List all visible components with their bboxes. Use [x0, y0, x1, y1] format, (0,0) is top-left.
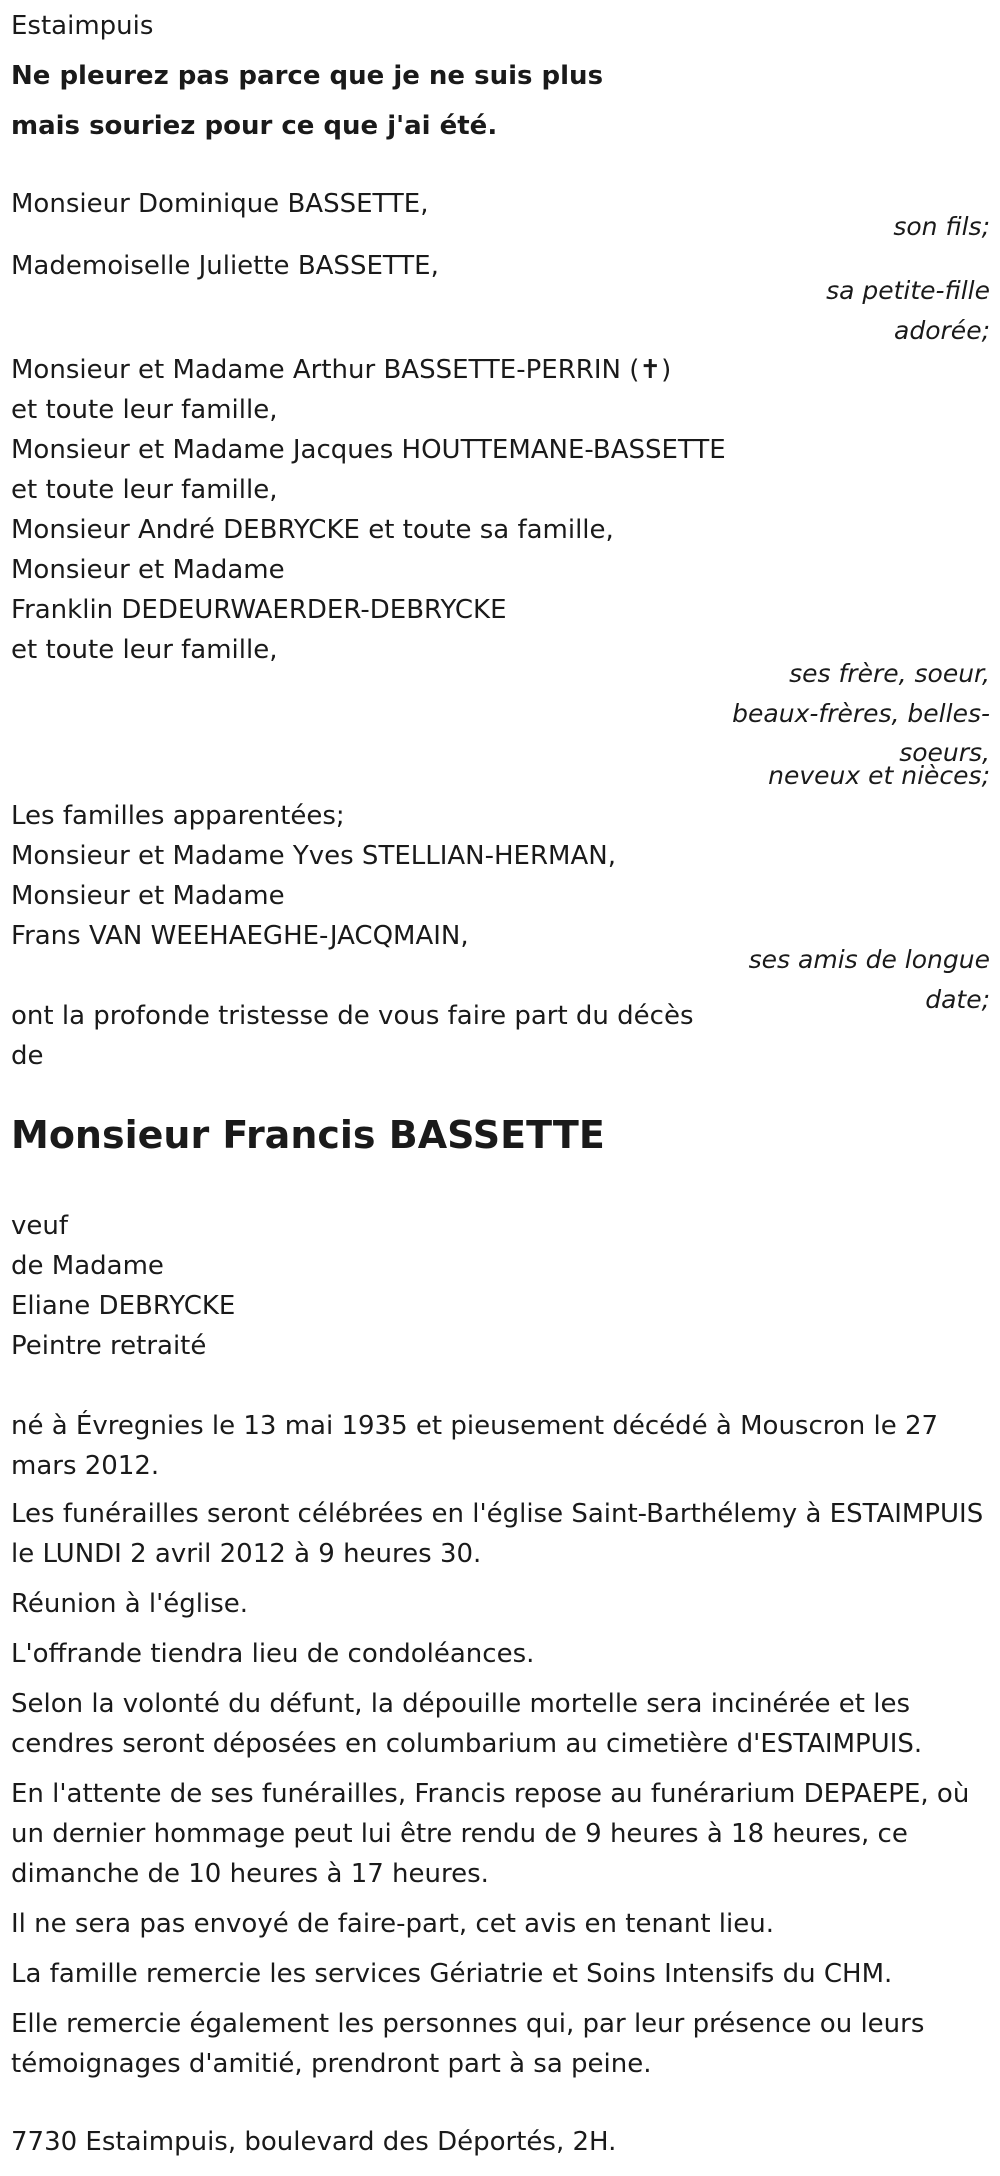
deceased-name: Monsieur Francis BASSETTE: [11, 1113, 605, 1157]
paragraph-funeral: Les funérailles seront célébrées en l'église Saint-Barthélemy à ESTAIMPUIS le LUNDI 2 avril 2012 à 9 heures 30.: [11, 1499, 984, 1569]
deceased-detail: Peintre retraité: [11, 1331, 207, 1361]
granddaughter-name: Mademoiselle Juliette BASSETTE,: [11, 251, 439, 281]
sibling-line: et toute leur famille,: [11, 395, 278, 425]
paragraph-no-cards: Il ne sera pas envoyé de faire-part, cet avis en tenant lieu.: [11, 1909, 774, 1939]
paragraph-thanks-people: Elle remercie également les personnes qui, par leur présence ou leurs témoignages d'amitié, prendront part à sa peine.: [11, 2009, 925, 2079]
paragraph-offering: L'offrande tiendra lieu de condoléances.: [11, 1639, 535, 1669]
son-role: son fils;: [893, 212, 990, 241]
announcement-line-2: de: [11, 1041, 44, 1071]
deceased-detail: de Madame: [11, 1251, 164, 1281]
address: 7730 Estaimpuis, boulevard des Déportés, 2H.: [11, 2127, 617, 2157]
friends-line: Frans VAN WEEHAEGHE-JACQMAIN,: [11, 921, 469, 951]
sibling-line: Monsieur et Madame Jacques HOUTTEMANE-BASSETTE: [11, 435, 726, 465]
siblings-role-line-4: neveux et nièces;: [768, 761, 990, 790]
quote-line-2: mais souriez pour ce que j'ai été.: [11, 111, 498, 141]
paragraph-funerarium: En l'attente de ses funérailles, Francis repose au funérarium DEPAEPE, où un dernier hommage peut lui être rendu de 9 heures à 18 heures, ce dimanche de 10 heures à 17 heures.: [11, 1779, 970, 1889]
sibling-line: Monsieur et Madame: [11, 555, 285, 585]
sibling-line: Monsieur et Madame Arthur BASSETTE-PERRIN (✝): [11, 355, 672, 385]
siblings-role-line-3: soeurs,: [899, 738, 990, 767]
friends-role-line-1: ses amis de longue: [748, 945, 990, 974]
paragraph-thanks-services: La famille remercie les services Gériatrie et Soins Intensifs du CHM.: [11, 1959, 893, 1989]
siblings-role-line-1: ses frère, soeur,: [789, 659, 990, 688]
paragraph-cremation: Selon la volonté du défunt, la dépouille mortelle sera incinérée et les cendres seront déposées en columbarium au cimetière d'ESTAIMPUIS.: [11, 1689, 923, 1759]
siblings-role-line-2: beaux-frères, belles-: [732, 699, 990, 728]
town-heading: Estaimpuis: [11, 11, 154, 41]
friends-line: Les familles apparentées;: [11, 801, 345, 831]
sibling-line: et toute leur famille,: [11, 635, 278, 665]
deceased-detail: Eliane DEBRYCKE: [11, 1291, 236, 1321]
friends-line: Monsieur et Madame Yves STELLIAN-HERMAN,: [11, 841, 616, 871]
sibling-line: Franklin DEDEURWAERDER-DEBRYCKE: [11, 595, 507, 625]
quote-line-1: Ne pleurez pas parce que je ne suis plus: [11, 61, 604, 91]
sibling-line: et toute leur famille,: [11, 475, 278, 505]
announcement-line-1: ont la profonde tristesse de vous faire part du décès: [11, 1001, 694, 1031]
friends-line: Monsieur et Madame: [11, 881, 285, 911]
friends-role-line-2: date;: [925, 985, 990, 1014]
paragraph-meeting: Réunion à l'église.: [11, 1589, 249, 1619]
son-name: Monsieur Dominique BASSETTE,: [11, 189, 429, 219]
sibling-line: Monsieur André DEBRYCKE et toute sa famille,: [11, 515, 614, 545]
deceased-detail: veuf: [11, 1211, 69, 1241]
paragraph-birth-death: né à Évregnies le 13 mai 1935 et pieusement décédé à Mouscron le 27 mars 2012.: [11, 1411, 939, 1481]
granddaughter-role-line-2: adorée;: [894, 316, 990, 345]
granddaughter-role-line-1: sa petite-fille: [826, 276, 990, 305]
